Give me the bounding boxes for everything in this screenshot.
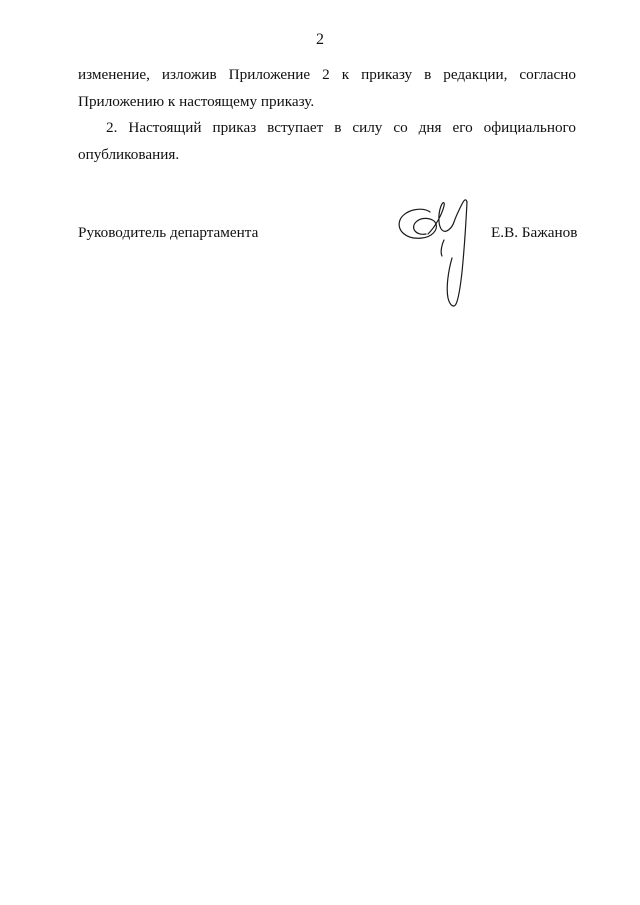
signatory-name: Е.В. Бажанов xyxy=(491,224,578,241)
page-number: 2 xyxy=(316,31,324,48)
paragraph-continuation: изменение, изложив Приложение 2 к приказу в редакции, согласно Приложению к настоящему приказу. xyxy=(78,66,576,110)
signatory-title: Руководитель департамента xyxy=(78,224,259,241)
paragraph-item-2: 2. Настоящий приказ вступает в силу со дня его официального опубликования. xyxy=(78,119,576,163)
signature-icon xyxy=(392,192,482,310)
